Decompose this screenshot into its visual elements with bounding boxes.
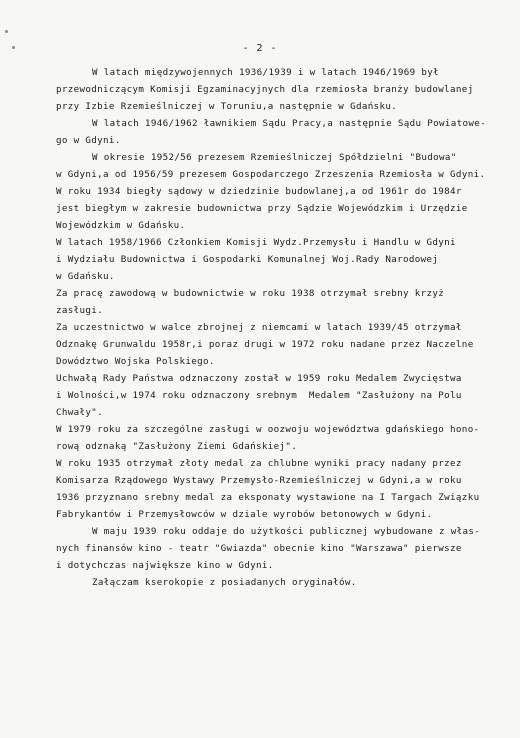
text-line: W roku 1935 otrzymał złoty medal za chlubne wyniki pracy nadany przez: [56, 458, 462, 469]
text-line: Załączam kserokopie z posiadanych oryginałów.: [92, 577, 357, 588]
text-line: W latach międzywojennych 1936/1939 i w latach 1946/1969 był: [92, 67, 439, 78]
text-line: W latach 1946/1962 ławnikiem Sądu Pracy,a następnie Sądu Powiatowe-: [92, 118, 487, 129]
document-body: [56, 64, 512, 591]
text-line: W roku 1934 biegły sądowy w dziedzinie budowlanej,a od 1961r do 1984r: [56, 186, 462, 197]
text-line: W 1979 roku za szczególne zasługi w oozwoju województwa gdańskiego hono-: [56, 424, 480, 435]
text-line: Uchwałą Rady Państwa odznaczony został w 1959 roku Medalem Zwycięstwa: [56, 373, 462, 384]
text-line: Dowództwo Wojska Polskiego.: [56, 356, 215, 367]
text-line: go w Gdyni.: [56, 135, 121, 146]
text-line: przy Izbie Rzemieślniczej w Toruniu,a następnie w Gdańsku.: [56, 101, 398, 112]
text-line: Wojewódzkim w Gdańsku.: [56, 220, 186, 231]
text-line: w Gdańsku.: [56, 271, 115, 282]
page-number: - 2 -: [242, 43, 278, 54]
text-line: zasługi.: [56, 305, 104, 316]
text-line: Chwały".: [56, 407, 104, 418]
text-line: Za uczestnictwo w walce zbrojnej z niemcami w latach 1939/45 otrzymał: [56, 322, 462, 333]
text-line: 1936 przyznano srebny medal za eksponaty wystawione na I Targach Związku: [56, 492, 480, 503]
text-line: i Wydziału Budownictwa i Gospodarki Komunalnej Woj.Rady Narodowej: [56, 254, 439, 265]
text-line: W okresie 1952/56 prezesem Rzemieślniczej Spółdzielni "Budowa": [92, 152, 457, 163]
text-line: W latach 1958/1966 Członkiem Komisji Wydz.Przemysłu i Handlu w Gdyni: [56, 237, 456, 248]
text-line: i Wolności,w 1974 roku odznaczony srebnym Medalem "Zasłużony na Polu: [56, 390, 462, 401]
text-line: nych finansów kino - teatr "Gwiazda" obecnie kino "Warszawa" pierwsze: [56, 543, 462, 554]
text-line: rową odznaką "Zasłużony Ziemi Gdańskiej".: [56, 441, 298, 452]
text-line: w Gdyni,a od 1956/59 prezesem Gospodarczego Zrzeszenia Rzemiosła w Gdyni.: [56, 169, 486, 180]
text-line: Fabrykantów i Przemysłowców w dziale wyrobów betonowych w Gdyni.: [56, 509, 433, 520]
text-line: przewodniczącym Komisji Egzaminacyjnych dla rzemiosła branży budowlanej: [56, 84, 474, 95]
text-line: jest biegłym w zakresie budownictwa przy Sądzie Wojewódzkim i Urzędzie: [56, 203, 468, 214]
text-line: i dotychczas największe kino w Gdyni.: [56, 560, 274, 571]
text-line: Za pracę zawodową w budownictwie w roku 1938 otrzymał srebny krzyż: [56, 288, 445, 299]
text-line: Odznakę Grunwaldu 1958r,i poraz drugi w 1972 roku nadane przez Naczelne: [56, 339, 474, 350]
text-line: Komisarza Rządowego Wystawy Przemysło-Rzemieślniczej w Gdyni,a w roku: [56, 475, 462, 486]
text-line: W maju 1939 roku oddaje do użytkości publicznej wybudowane z włas-: [92, 526, 481, 537]
